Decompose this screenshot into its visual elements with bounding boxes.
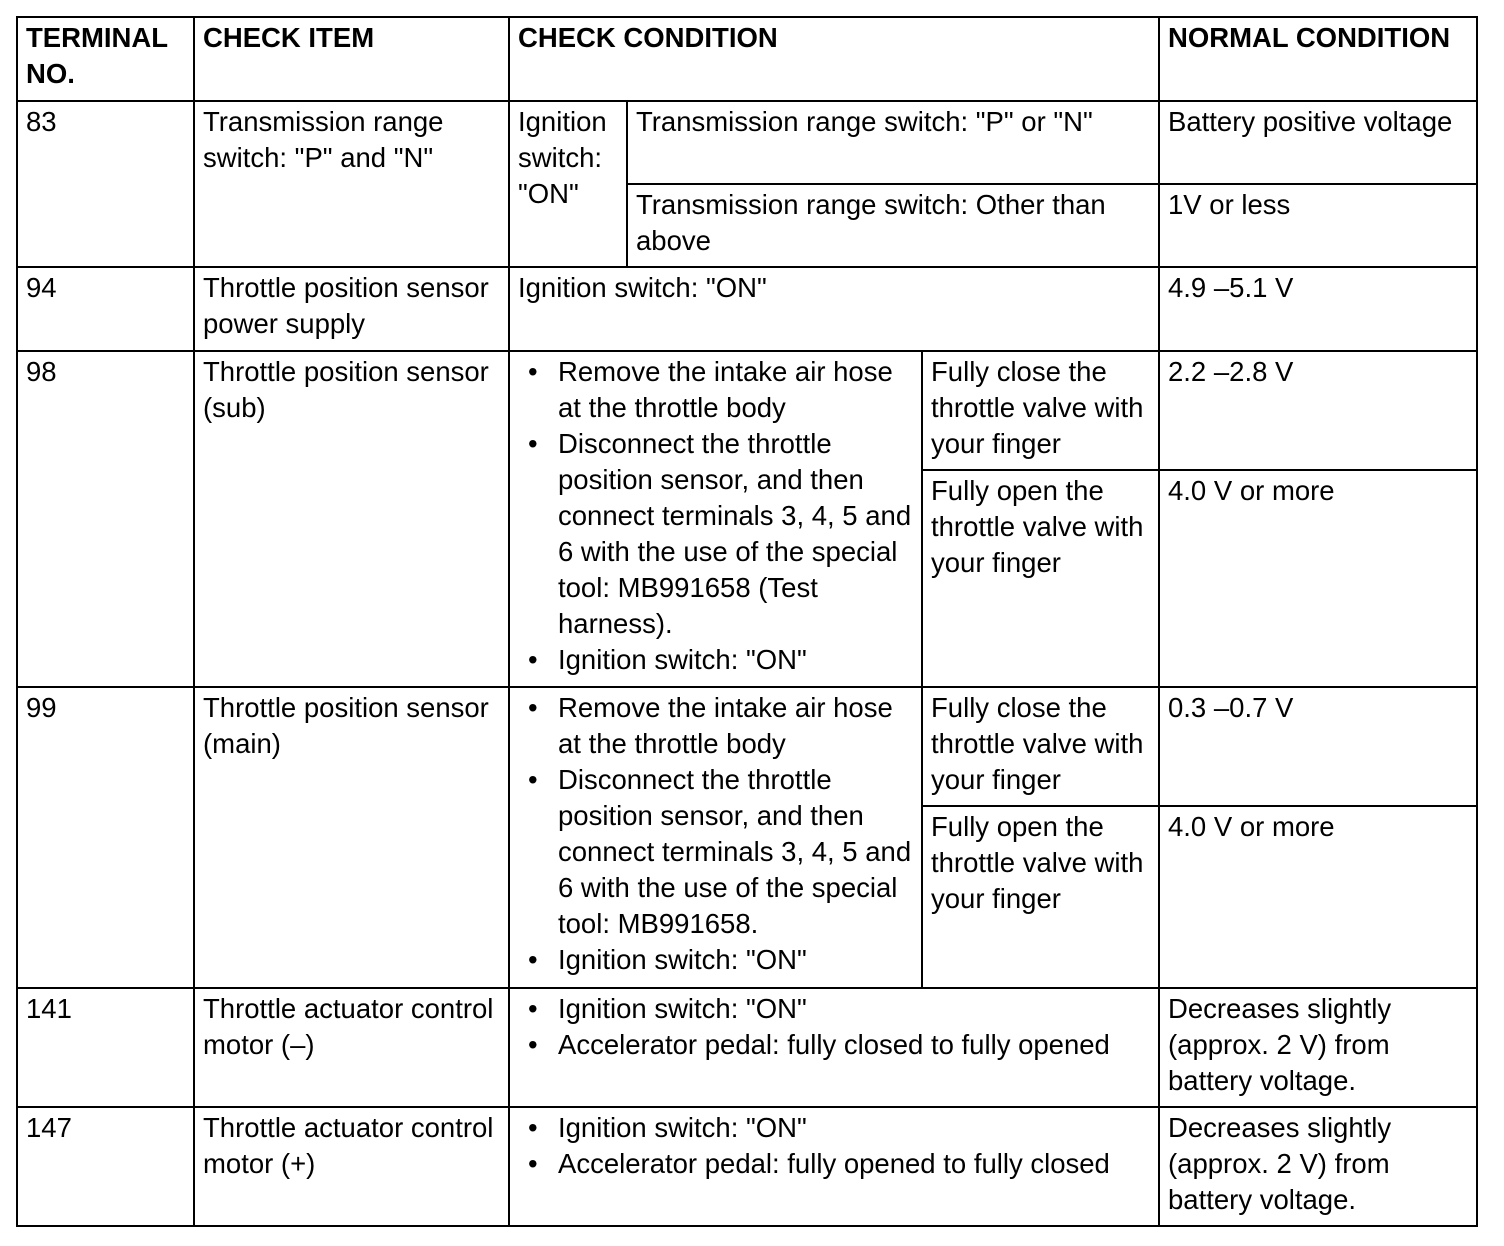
check-item-cell: Throttle position sensor (main) bbox=[194, 687, 509, 987]
sub-condition-cell: Fully open the throttle valve with your finger bbox=[922, 470, 1159, 687]
header-check-item: CHECK ITEM bbox=[194, 17, 509, 101]
condition-item: • Disconnect the throttle position sensor, and then connect terminals 3, 4, 5 and 6 with the use of the special tool: MB991658 (Test harness). bbox=[558, 426, 913, 642]
condition-item: • Ignition switch: "ON" bbox=[558, 942, 913, 978]
sub-condition-cell: Fully open the throttle valve with your finger bbox=[922, 806, 1159, 987]
table-row bbox=[17, 351, 1477, 470]
header-terminal-no: TERMINAL NO. bbox=[17, 17, 194, 101]
table-row bbox=[17, 988, 1477, 1107]
condition-list bbox=[518, 991, 1150, 1063]
normal-condition-cell: Battery positive voltage bbox=[1159, 101, 1477, 184]
header-row bbox=[17, 17, 1477, 101]
normal-condition-cell: 4.0 V or more bbox=[1159, 470, 1477, 687]
condition-list bbox=[518, 1110, 1150, 1182]
check-item-cell: Transmission range switch: "P" and "N" bbox=[194, 101, 509, 267]
condition-item: • Remove the intake air hose at the throttle body bbox=[558, 690, 913, 762]
check-item-cell: Throttle actuator control motor (+) bbox=[194, 1107, 509, 1226]
terminal-cell: 141 bbox=[17, 988, 194, 1107]
normal-condition-cell: 4.9 –5.1 V bbox=[1159, 267, 1477, 350]
check-condition-cell bbox=[509, 988, 1159, 1107]
check-condition-cell: Ignition switch: "ON" bbox=[509, 267, 1159, 350]
terminal-check-table bbox=[16, 16, 1478, 1227]
terminal-cell: 83 bbox=[17, 101, 194, 267]
table-row bbox=[17, 267, 1477, 350]
sub-condition-cell: Transmission range switch: Other than above bbox=[627, 184, 1159, 267]
check-condition-cell bbox=[509, 351, 922, 688]
condition-item: • Ignition switch: "ON" bbox=[558, 642, 913, 678]
check-condition-cell bbox=[509, 687, 922, 987]
table-row bbox=[17, 1107, 1477, 1226]
table-row bbox=[17, 687, 1477, 806]
check-item-cell: Throttle actuator control motor (–) bbox=[194, 988, 509, 1107]
check-item-cell: Throttle position sensor power supply bbox=[194, 267, 509, 350]
normal-condition-cell: 4.0 V or more bbox=[1159, 806, 1477, 987]
sub-condition-cell: Fully close the throttle valve with your finger bbox=[922, 687, 1159, 806]
condition-list bbox=[518, 354, 913, 678]
terminal-cell: 94 bbox=[17, 267, 194, 350]
condition-item: • Ignition switch: "ON" bbox=[558, 991, 1150, 1027]
normal-condition-cell: Decreases slightly (approx. 2 V) from battery voltage. bbox=[1159, 988, 1477, 1107]
condition-item: • Disconnect the throttle position sensor, and then connect terminals 3, 4, 5 and 6 with the use of the special tool: MB991658. bbox=[558, 762, 913, 942]
normal-condition-cell: 0.3 –0.7 V bbox=[1159, 687, 1477, 806]
check-item-cell: Throttle position sensor (sub) bbox=[194, 351, 509, 688]
table-row bbox=[17, 101, 1477, 184]
condition-list bbox=[518, 690, 913, 978]
condition-item: • Accelerator pedal: fully opened to fully closed bbox=[558, 1146, 1150, 1182]
condition-item: • Ignition switch: "ON" bbox=[558, 1110, 1150, 1146]
sub-condition-cell: Fully close the throttle valve with your finger bbox=[922, 351, 1159, 470]
normal-condition-cell: 1V or less bbox=[1159, 184, 1477, 267]
sub-condition-cell: Transmission range switch: "P" or "N" bbox=[627, 101, 1159, 184]
terminal-cell: 98 bbox=[17, 351, 194, 688]
condition-item: • Remove the intake air hose at the throttle body bbox=[558, 354, 913, 426]
header-normal-condition: NORMAL CONDITION bbox=[1159, 17, 1477, 101]
normal-condition-cell: Decreases slightly (approx. 2 V) from battery voltage. bbox=[1159, 1107, 1477, 1226]
terminal-cell: 99 bbox=[17, 687, 194, 987]
condition-item: • Accelerator pedal: fully closed to fully opened bbox=[558, 1027, 1150, 1063]
ignition-condition-cell: Ignition switch: "ON" bbox=[509, 101, 627, 267]
normal-condition-cell: 2.2 –2.8 V bbox=[1159, 351, 1477, 470]
terminal-cell: 147 bbox=[17, 1107, 194, 1226]
check-condition-cell bbox=[509, 1107, 1159, 1226]
header-check-condition: CHECK CONDITION bbox=[509, 17, 1159, 101]
